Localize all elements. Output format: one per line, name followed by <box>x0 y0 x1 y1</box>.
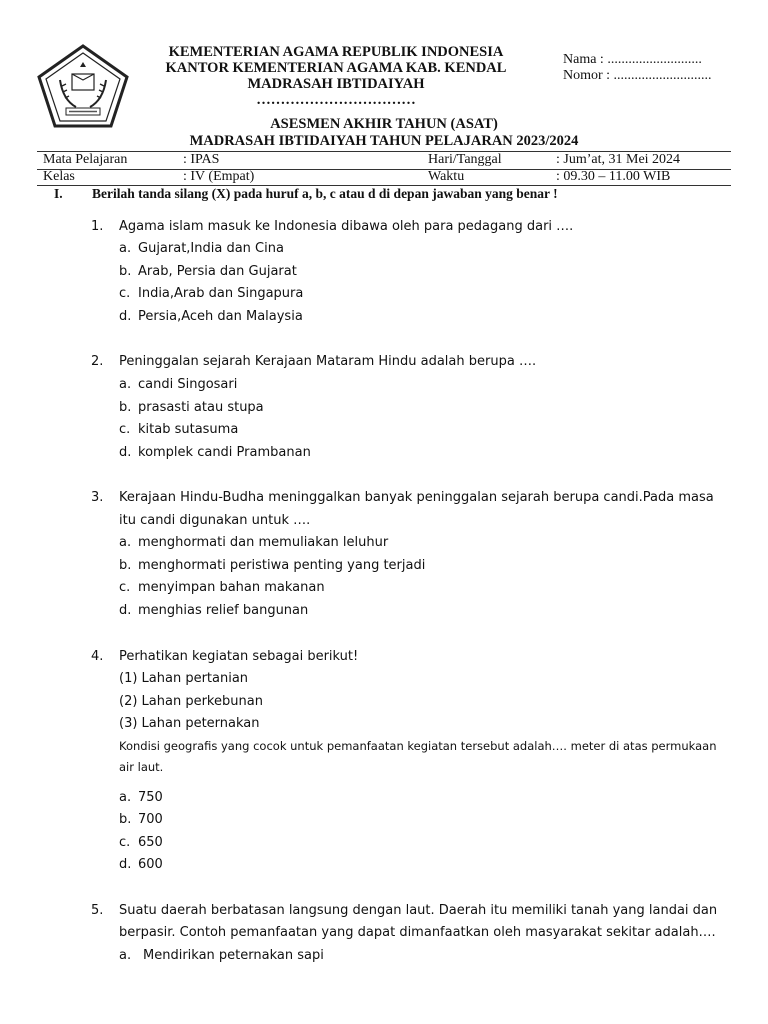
question-text-line1: Kerajaan Hindu-Budha meninggalkan banyak peninggalan sejarah berupa candi.Pada masa <box>119 490 714 505</box>
option-text[interactable]: 750 <box>138 790 163 805</box>
header-school-name-blank: …………………………… <box>256 92 416 108</box>
option-letter[interactable]: a. <box>119 377 132 392</box>
option-letter[interactable]: d. <box>119 857 132 872</box>
option-text[interactable]: kitab sutasuma <box>138 422 239 437</box>
option-letter[interactable]: d. <box>119 309 132 324</box>
question-text: Perhatikan kegiatan sebagai berikut! <box>119 649 359 664</box>
student-name-field[interactable]: Nama : ........................... <box>563 52 702 67</box>
question-number: 3. <box>91 490 104 505</box>
question-text2-line2: air laut. <box>119 760 164 774</box>
time-value: : 09.30 – 11.00 WIB <box>556 169 671 184</box>
question-number: 5. <box>91 903 104 918</box>
header-ministry: KEMENTERIAN AGAMA REPUBLIK INDONESIA <box>168 44 504 60</box>
option-text[interactable]: menghormati peristiwa penting yang terjadi <box>138 558 426 573</box>
section-instruction: Berilah tanda silang (X) pada huruf a, b, c atau d di depan jawaban yang benar ! <box>92 186 558 201</box>
option-letter[interactable]: a. <box>119 948 132 963</box>
option-letter[interactable]: c. <box>119 286 131 301</box>
question-text-line2: berpasir. Contoh pemanfaatan yang dapat dimanfaatkan oleh masyarakat sekitar adalah…. <box>119 925 716 940</box>
question-text: Peninggalan sejarah Kerajaan Mataram Hindu adalah berupa …. <box>119 354 537 369</box>
class-value: : IV (Empat) <box>183 169 255 184</box>
question-number: 1. <box>91 219 104 234</box>
time-label: Waktu <box>428 169 465 184</box>
class-label: Kelas <box>43 169 75 184</box>
question-text: Agama islam masuk ke Indonesia dibawa oleh para pedagang dari …. <box>119 219 574 234</box>
list-item: (2) Lahan perkebunan <box>119 694 263 709</box>
option-letter[interactable]: b. <box>119 812 132 827</box>
option-text[interactable]: 650 <box>138 835 163 850</box>
question-text-line1: Suatu daerah berbatasan langsung dengan laut. Daerah itu memiliki tanah yang landai dan <box>119 903 718 918</box>
option-text[interactable]: India,Arab dan Singapura <box>138 286 304 301</box>
option-text[interactable]: Persia,Aceh dan Malaysia <box>138 309 303 324</box>
question-text2-line1: Kondisi geografis yang cocok untuk pemanfaatan kegiatan tersebut adalah…. meter di atas permukaan <box>119 739 717 753</box>
date-label: Hari/Tanggal <box>428 152 502 167</box>
list-item: (3) Lahan peternakan <box>119 716 260 731</box>
option-letter[interactable]: b. <box>119 558 132 573</box>
exam-title: ASESMEN AKHIR TAHUN (ASAT) <box>270 116 498 132</box>
option-text[interactable]: komplek candi Prambanan <box>138 445 311 460</box>
student-number-field[interactable]: Nomor : ............................ <box>563 68 712 83</box>
option-letter[interactable]: b. <box>119 400 132 415</box>
option-text[interactable]: Mendirikan peternakan sapi <box>143 948 324 963</box>
option-text[interactable]: 600 <box>138 857 163 872</box>
option-text[interactable]: menghias relief bangunan <box>138 603 309 618</box>
question-text-line2: itu candi digunakan untuk …. <box>119 513 311 528</box>
question-number: 2. <box>91 354 104 369</box>
option-text[interactable]: Gujarat,India dan Cina <box>138 241 284 256</box>
question-number: 4. <box>91 649 104 664</box>
option-letter[interactable]: b. <box>119 264 132 279</box>
option-text[interactable]: menyimpan bahan makanan <box>138 580 325 595</box>
option-letter[interactable]: c. <box>119 580 131 595</box>
option-letter[interactable]: d. <box>119 445 132 460</box>
subject-label: Mata Pelajaran <box>43 152 128 167</box>
section-number: I. <box>54 186 63 201</box>
option-text[interactable]: menghormati dan memuliakan leluhur <box>138 535 389 550</box>
option-letter[interactable]: c. <box>119 835 131 850</box>
option-letter[interactable]: a. <box>119 241 132 256</box>
option-letter[interactable]: a. <box>119 535 132 550</box>
option-text[interactable]: candi Singosari <box>138 377 238 392</box>
option-letter[interactable]: c. <box>119 422 131 437</box>
subject-value: : IPAS <box>183 152 220 167</box>
option-text[interactable]: 700 <box>138 812 163 827</box>
header-school-type: MADRASAH IBTIDAIYAH <box>247 76 425 92</box>
option-text[interactable]: prasasti atau stupa <box>138 400 264 415</box>
date-value: : Jum’at, 31 Mei 2024 <box>556 152 681 167</box>
option-letter[interactable]: d. <box>119 603 132 618</box>
list-item: (1) Lahan pertanian <box>119 671 249 686</box>
exam-subtitle: MADRASAH IBTIDAIYAH TAHUN PELAJARAN 2023/2024 <box>189 133 579 149</box>
option-text[interactable]: Arab, Persia dan Gujarat <box>138 264 297 279</box>
option-letter[interactable]: a. <box>119 790 132 805</box>
header-office: KANTOR KEMENTERIAN AGAMA KAB. KENDAL <box>165 60 507 76</box>
